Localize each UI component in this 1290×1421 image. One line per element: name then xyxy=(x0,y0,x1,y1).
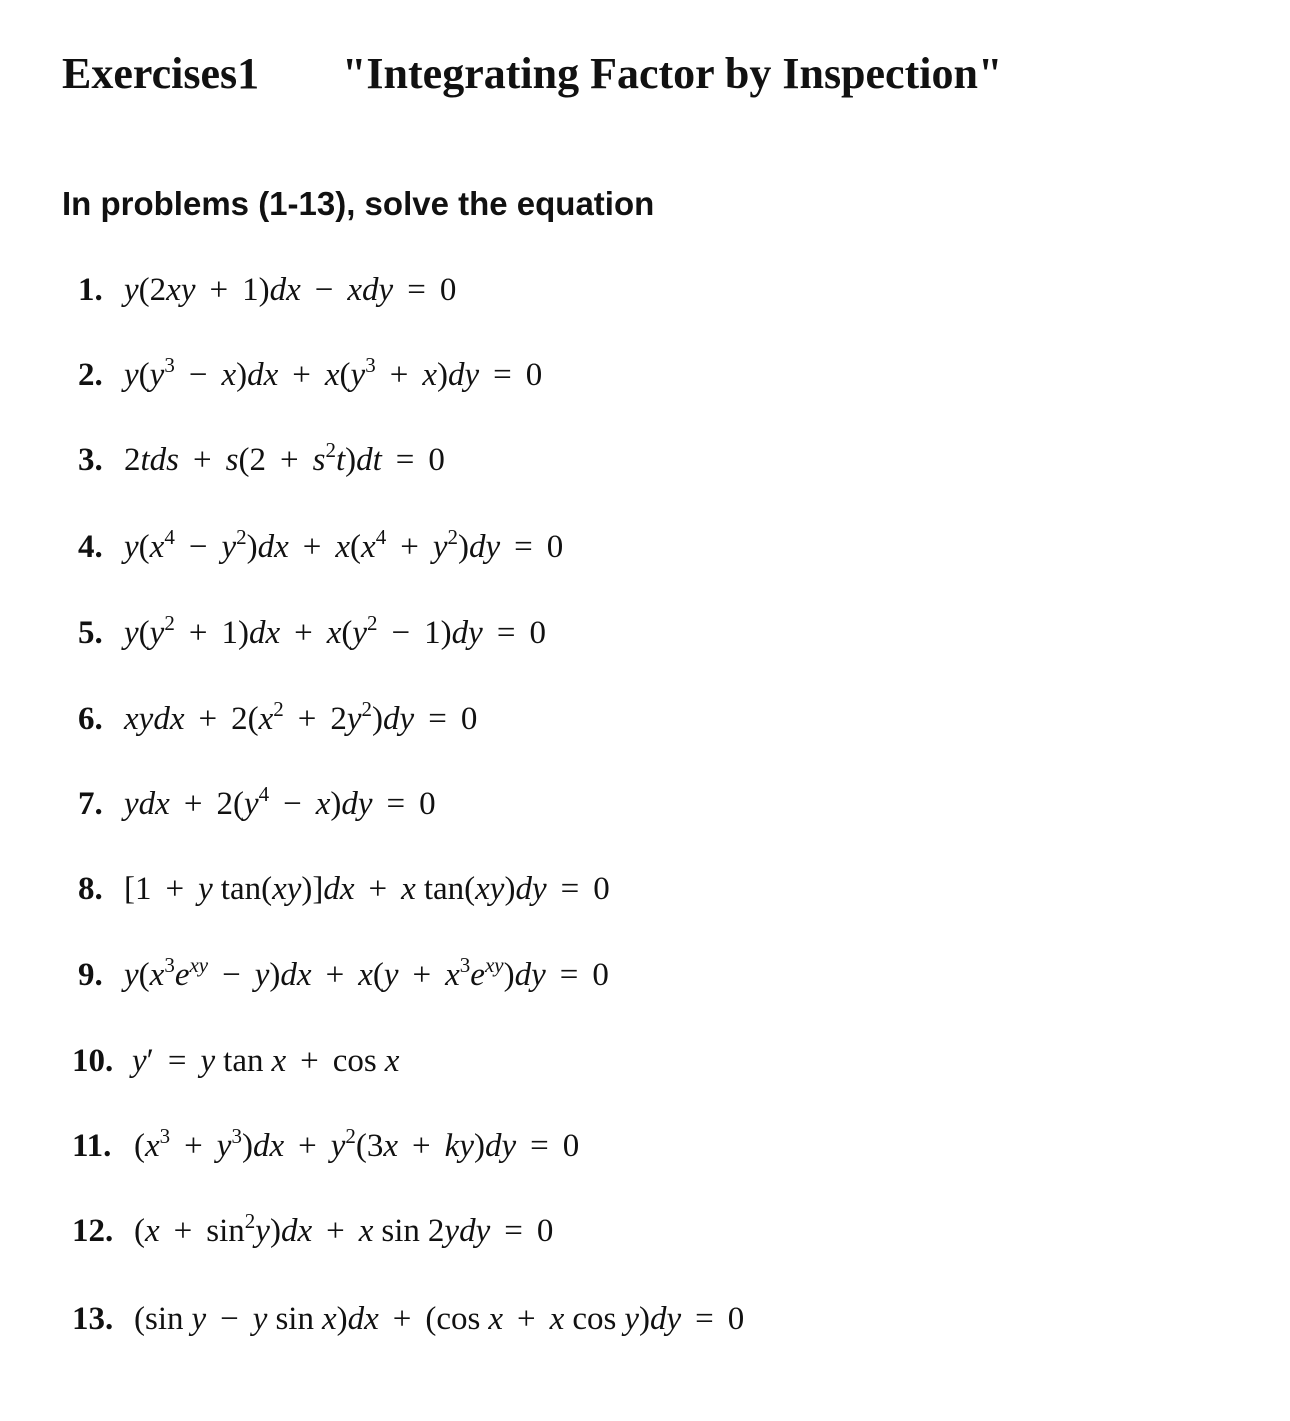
problem-3 xyxy=(0,438,445,482)
problem-number: 4. xyxy=(78,529,103,565)
problem-1 xyxy=(0,268,456,312)
exercise-label: Exercises1 xyxy=(62,49,260,98)
problem-12 xyxy=(0,1209,553,1253)
problem-number: 6. xyxy=(78,701,103,737)
problem-6 xyxy=(0,697,477,741)
problem-11 xyxy=(0,1124,579,1168)
problem-number: 9. xyxy=(78,957,103,993)
problem-number: 13. xyxy=(72,1301,114,1337)
problem-13 xyxy=(0,1297,744,1341)
problem-9 xyxy=(0,953,609,997)
problem-equation: $y(x^3e^{xy} - y)dx + x(y + x^3e^{xy})dy = 0$ xyxy=(124,952,609,993)
problem-equation: $y(x^4 - y^2)dx + x(x^4 + y^2)dy = 0$ xyxy=(124,524,564,565)
problem-number: 1. xyxy=(78,272,103,308)
problem-number: 10. xyxy=(72,1043,114,1079)
problem-equation: y(2xy + 1)dx − xdy = 0 xyxy=(124,272,457,308)
topic-title: "Integrating Factor by Inspection" xyxy=(342,49,1003,98)
problem-equation: [1 + y tan(xy)]dx + x tan(xy)dy = 0 xyxy=(124,871,610,907)
problem-number: 11. xyxy=(72,1128,112,1164)
problem-8 xyxy=(0,867,610,911)
problem-equation: $(x^3 + y^3)dx + y^2(3x + ky)dy = 0$ xyxy=(134,1123,580,1164)
page-title xyxy=(62,48,1002,100)
problem-7 xyxy=(0,782,436,826)
problem-equation: xydx + $2(x^2 + 2y^2)dy = 0$ xyxy=(124,696,478,737)
problem-equation: (sin y − y sin x)dx + (cos x + x cos y)dy = 0 xyxy=(134,1301,745,1337)
problem-10 xyxy=(0,1039,399,1083)
problem-number: 7. xyxy=(78,786,103,822)
problem-5 xyxy=(0,611,546,655)
instructions: In problems (1-13), solve the equation xyxy=(62,185,655,222)
problem-number: 8. xyxy=(78,871,103,907)
problem-number: 2. xyxy=(78,357,103,393)
problem-number: 12. xyxy=(72,1213,114,1249)
problem-2 xyxy=(0,353,542,397)
problem-equation: ydx + $2(y^4 - x)dy = 0$ xyxy=(124,781,436,822)
problem-4 xyxy=(0,525,563,569)
problem-equation: $(x + \sin^2y)dx + x$ sin 2ydy = 0 xyxy=(134,1208,554,1249)
problem-equation: $y(y^3 - x)dx + x(y^3 + x)dy = 0$ xyxy=(124,352,543,393)
problem-equation: $2tds + s(2 + s^2t)dt = 0$ xyxy=(124,437,445,478)
problem-equation: $y(y^2 + 1)dx + x(y^2 - 1)dy = 0$ xyxy=(124,610,546,651)
problem-equation: y′ = y tan x + cos x xyxy=(132,1043,400,1079)
problem-number: 3. xyxy=(78,442,103,478)
problem-number: 5. xyxy=(78,615,103,651)
